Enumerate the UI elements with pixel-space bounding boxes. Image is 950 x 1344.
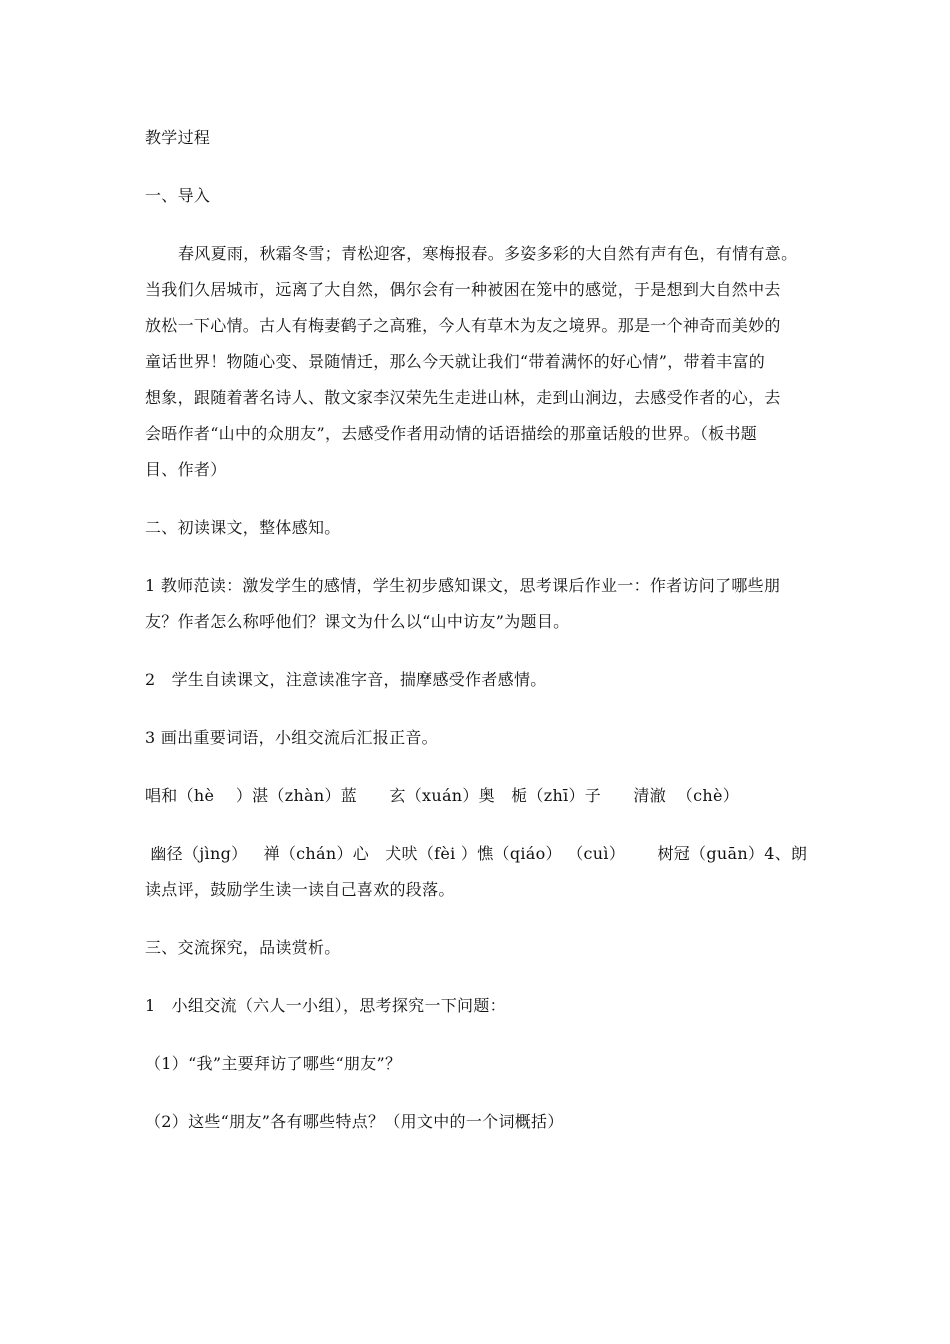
vocabulary-line: 唱和（hè ）湛（zhàn）蓝 玄（xuán）奥 栀（zhī）子 清澈 （chè）	[145, 786, 740, 805]
section-heading-discussion: 三、交流探究，品读赏析。	[145, 938, 341, 957]
question-item: （2）这些“朋友”各有哪些特点？（用文中的一个词概括）	[145, 1112, 564, 1131]
document-title: 教学过程	[145, 128, 211, 147]
paragraph-line: 想象，跟随着著名诗人、散文家李汉荣先生走进山林，走到山涧边，去感受作者的心，去	[145, 388, 781, 407]
list-item: 2 学生自读课文，注意读准字音，揣摩感受作者感情。	[145, 670, 547, 689]
list-item: 1 小组交流（六人一小组），思考探究一下问题：	[145, 996, 506, 1015]
vocabulary-line: 读点评，鼓励学生读一读自己喜欢的段落。	[145, 880, 455, 899]
paragraph-line: 当我们久居城市，远离了大自然，偶尔会有一种被困在笼中的感觉，于是想到大自然中去	[145, 280, 781, 299]
paragraph-line: 春风夏雨，秋霜冬雪；青松迎客，寒梅报春。多姿多彩的大自然有声有色，有情有意。	[178, 244, 798, 263]
list-item: 3 画出重要词语，小组交流后汇报正音。	[145, 728, 438, 747]
section-heading-first-reading: 二、初读课文，整体感知。	[145, 518, 341, 537]
list-item: 友？作者怎么称呼他们？课文为什么以“山中访友”为题目。	[145, 612, 570, 631]
paragraph-line: 放松一下心情。古人有梅妻鹤子之高雅，今人有草木为友之境界。那是一个神奇而美妙的	[145, 316, 781, 335]
section-heading-intro: 一、导入	[145, 186, 211, 205]
question-item: （1）“我”主要拜访了哪些“朋友”？	[145, 1054, 402, 1073]
list-item: 1 教师范读：激发学生的感情，学生初步感知课文，思考课后作业一：作者访问了哪些朋	[145, 576, 781, 595]
paragraph-line: 会晤作者“山中的众朋友”，去感受作者用动情的话语描绘的那童话般的世界。（板书题	[145, 424, 758, 443]
vocabulary-line: 幽径（jìng） 禅（chán）心 犬吠（fèi ）憔（qiáo） （cuì） 树冠（guān）4、朗	[145, 844, 808, 863]
paragraph-line: 童话世界！物随心变、景随情迁，那么今天就让我们“带着满怀的好心情”，带着丰富的	[145, 352, 766, 371]
paragraph-line: 目、作者）	[145, 460, 227, 479]
